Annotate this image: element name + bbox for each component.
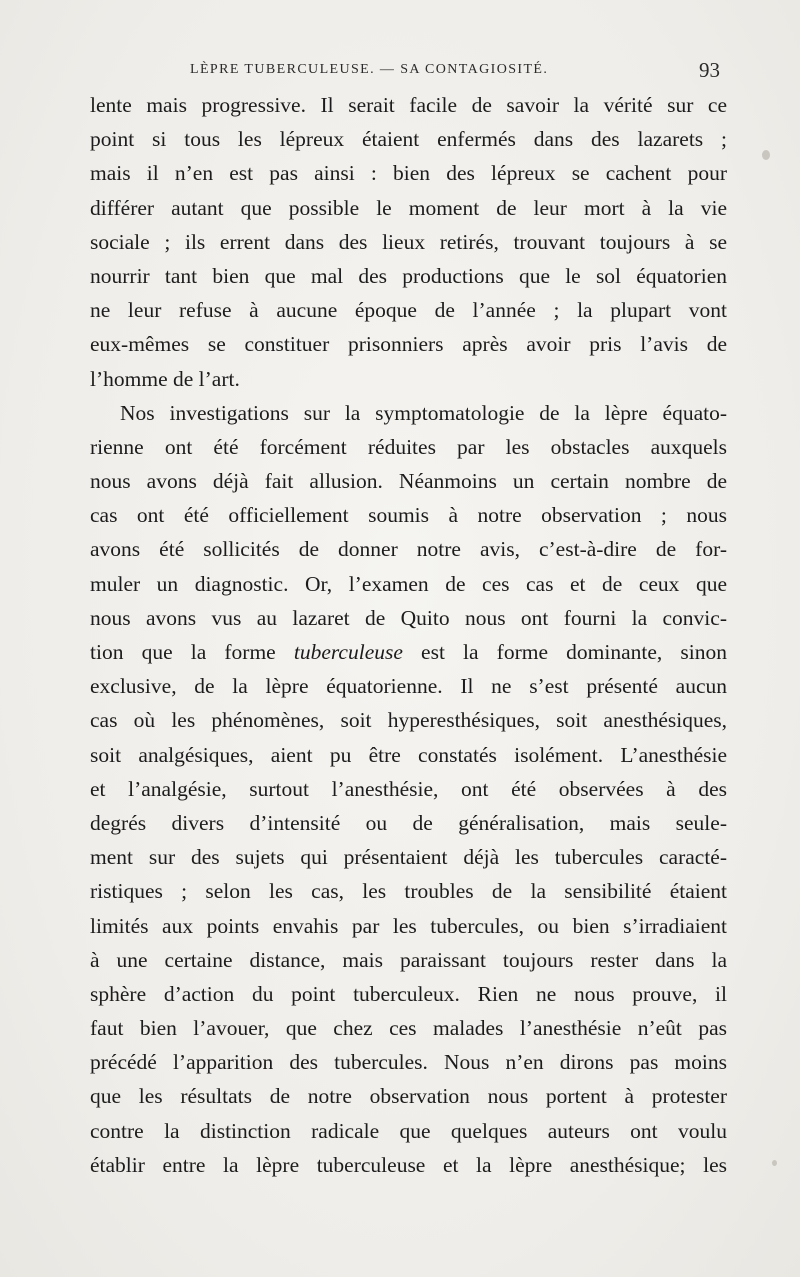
text-line	[90, 738, 727, 772]
page-number: 93	[699, 58, 720, 82]
text-run: limités aux points envahis par les tubercules, ou bien s’irradiaient	[90, 913, 727, 938]
text-line	[90, 191, 727, 225]
text-run: sociale ; ils errent dans des lieux retirés, trouvant toujours à se	[90, 229, 727, 254]
text-line	[90, 225, 727, 259]
text-line	[90, 567, 727, 601]
text-run: précédé l’apparition des tubercules. Nous n’en dirons pas moins	[90, 1050, 727, 1075]
text-run: rienne ont été forcément réduites par les obstacles auxquels	[90, 434, 727, 459]
text-run: Nos investigations sur la symptomatologie de la lèpre équato-	[120, 400, 727, 425]
text-run: contre la distinction radicale que quelques auteurs ont voulu	[90, 1118, 727, 1143]
text-line	[90, 840, 727, 874]
text-run: l’homme de l’art.	[90, 366, 240, 391]
text-line	[90, 88, 727, 122]
text-line	[90, 806, 727, 840]
text-line	[90, 1148, 727, 1182]
text-run: ne leur refuse à aucune époque de l’année ; la plupart vont	[90, 298, 727, 323]
text-run: lente mais progressive. Il serait facile de savoir la vérité sur ce	[90, 93, 727, 117]
text-line	[90, 396, 727, 430]
text-line	[90, 1045, 727, 1079]
body-text	[90, 88, 727, 1182]
text-line	[90, 532, 727, 566]
text-line	[90, 943, 727, 977]
italic-term: tuberculeuse	[293, 640, 403, 664]
text-line	[90, 669, 727, 703]
paper-spot	[772, 1160, 777, 1166]
text-run: nourrir tant bien que mal des productions que le sol équatorien	[90, 263, 727, 288]
text-run: sphère d’action du point tuberculeux. Rien ne nous prouve, il	[90, 981, 727, 1006]
text-run: eux-mêmes se constituer prisonniers après avoir pris l’avis de	[90, 332, 727, 357]
text-line	[90, 362, 727, 396]
text-line	[90, 601, 727, 635]
text-line	[90, 293, 727, 327]
text-line	[90, 1011, 727, 1045]
text-run: degrés divers d’intensité ou de généralisation, mais seule-	[90, 810, 727, 835]
text-line	[90, 430, 727, 464]
text-run: faut bien l’avouer, que chez ces malades l’anesthésie n’eût pas	[90, 1016, 727, 1041]
text-run: différer autant que possible le moment de leur mort à la vie	[90, 195, 727, 220]
text-line	[90, 122, 727, 156]
text-run: exclusive, de la lèpre équatorienne. Il ne s’est présenté aucun	[90, 674, 727, 699]
text-line	[90, 327, 727, 361]
text-run: et l’analgésie, surtout l’anesthésie, ont été observées à des	[90, 776, 727, 801]
text-line	[90, 1079, 727, 1113]
text-line	[90, 259, 727, 293]
text-line	[90, 464, 727, 498]
page-header	[90, 58, 730, 82]
paper-spot	[762, 150, 770, 160]
text-run: ment sur des sujets qui présentaient déjà les tubercules caracté-	[90, 845, 727, 870]
text-line	[90, 977, 727, 1011]
text-run: soit analgésiques, aient pu être constatés isolément. L’anesthésie	[90, 742, 727, 767]
text-run: est la forme dominante, sinon	[402, 640, 727, 664]
running-title: LÈPRE TUBERCULEUSE. — SA CONTAGIOSITÉ.	[190, 62, 549, 77]
text-line	[90, 635, 727, 669]
text-run: nous avons déjà fait allusion. Néanmoins un certain nombre de	[90, 469, 727, 494]
text-run: que les résultats de notre observation nous portent à protester	[90, 1084, 727, 1109]
text-run: tion que la forme	[90, 640, 294, 664]
text-run: point si tous les lépreux étaient enfermés dans des lazarets ;	[90, 127, 727, 152]
text-run: cas où les phénomènes, soit hyperesthésiques, soit anesthésiques,	[90, 708, 727, 733]
text-line	[90, 498, 727, 532]
text-run: avons été sollicités de donner notre avis, c’est-à-dire de for-	[90, 537, 727, 562]
text-run: à une certaine distance, mais paraissant toujours rester dans la	[90, 947, 727, 972]
text-run: nous avons vus au lazaret de Quito nous ont fourni la convic-	[90, 605, 727, 630]
text-line	[90, 703, 727, 737]
text-line	[90, 1114, 727, 1148]
text-run: mais il n’en est pas ainsi : bien des lépreux se cachent pour	[90, 161, 727, 186]
text-run: muler un diagnostic. Or, l’examen de ces cas et de ceux que	[90, 571, 727, 596]
text-run: établir entre la lèpre tuberculeuse et la lèpre anesthésique; les	[90, 1152, 727, 1177]
text-line	[90, 156, 727, 190]
text-run: ristiques ; selon les cas, les troubles de la sensibilité étaient	[90, 879, 727, 904]
text-line	[90, 772, 727, 806]
text-line	[90, 874, 727, 908]
text-run: cas ont été officiellement soumis à notre observation ; nous	[90, 503, 727, 528]
text-line	[90, 909, 727, 943]
